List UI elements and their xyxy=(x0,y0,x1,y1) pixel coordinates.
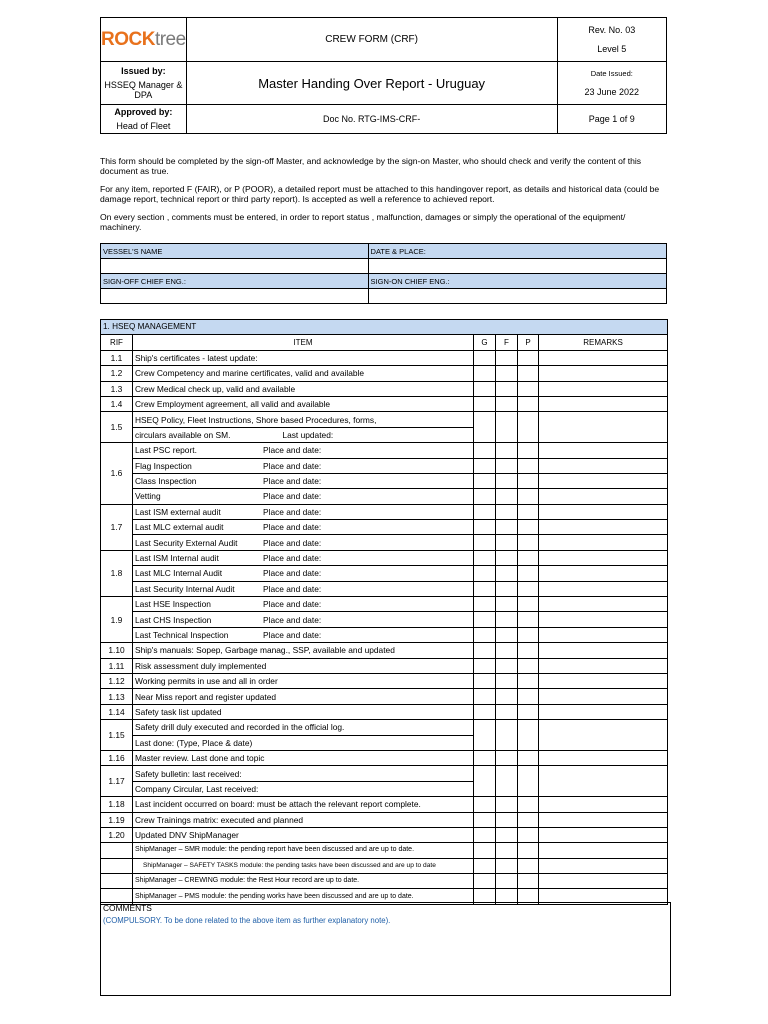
shipmanager-item: ShipManager – PMS module: the pending works have been discussed and are up to date. xyxy=(133,889,474,904)
item-label: Vetting xyxy=(135,491,161,502)
table-row xyxy=(101,827,668,842)
check-poor[interactable] xyxy=(518,473,539,488)
item-text: Safety drill duly executed and recorded in the official log. xyxy=(133,720,474,735)
col-header-rif: RIF xyxy=(101,335,133,350)
item-label: Flag Inspection xyxy=(135,460,192,471)
check-good[interactable] xyxy=(474,473,496,488)
shipmanager-item: ShipManager – SAFETY TASKS module: the pending tasks have been discussed and are up to date xyxy=(133,858,474,873)
check-poor[interactable] xyxy=(518,612,539,627)
check-poor[interactable] xyxy=(518,643,539,658)
section-title: 1. HSEQ MANAGEMENT xyxy=(101,320,668,335)
item-text: HSEQ Policy, Fleet Instructions, Shore based Procedures, forms, xyxy=(133,412,474,427)
remarks-cell[interactable] xyxy=(539,812,668,827)
remarks-cell[interactable] xyxy=(539,627,668,642)
check-poor[interactable] xyxy=(518,535,539,550)
table-row xyxy=(101,720,668,735)
remarks-cell[interactable] xyxy=(539,581,668,596)
rif-number: 1.7 xyxy=(101,504,133,550)
table-row xyxy=(101,412,668,427)
rif-number: 1.11 xyxy=(101,658,133,673)
item-label: Last Security Internal Audit xyxy=(135,583,235,594)
table-row xyxy=(101,597,668,612)
check-poor[interactable] xyxy=(518,874,539,889)
table-row xyxy=(101,566,668,581)
check-good[interactable] xyxy=(474,750,496,765)
remarks-cell[interactable] xyxy=(539,673,668,688)
check-poor[interactable] xyxy=(518,689,539,704)
table-row xyxy=(101,673,668,688)
table-row xyxy=(101,381,668,396)
check-fair[interactable] xyxy=(496,366,518,381)
table-row xyxy=(101,843,668,858)
check-good[interactable] xyxy=(474,843,496,858)
comments-box[interactable] xyxy=(100,902,671,996)
rif-number: 1.5 xyxy=(101,412,133,443)
place-date-label: Place and date: xyxy=(263,506,322,517)
check-fair[interactable] xyxy=(496,797,518,812)
hseq-checklist-table xyxy=(100,319,668,905)
rif-number: 1.17 xyxy=(101,766,133,797)
item-text: Near Miss report and register updated xyxy=(133,689,474,704)
check-good[interactable] xyxy=(474,581,496,596)
place-date-label: Place and date: xyxy=(263,614,322,625)
rif-number: 1.3 xyxy=(101,381,133,396)
rif-number: 1.8 xyxy=(101,550,133,596)
table-row xyxy=(101,627,668,642)
place-date-label: Place and date: xyxy=(263,522,322,533)
remarks-cell[interactable] xyxy=(539,458,668,473)
item-text xyxy=(133,597,474,612)
check-fair[interactable] xyxy=(496,412,518,443)
sign-on-label: SIGN-ON CHIEF ENG.: xyxy=(368,274,666,289)
last-updated-label: Last updated: xyxy=(282,429,334,440)
date-issued: Date Issued: 23 June 2022 xyxy=(557,62,666,105)
check-fair[interactable] xyxy=(496,443,518,458)
check-poor[interactable] xyxy=(518,350,539,365)
item-text: Master review. Last done and topic xyxy=(133,750,474,765)
check-good[interactable] xyxy=(474,412,496,443)
check-good[interactable] xyxy=(474,689,496,704)
table-row xyxy=(101,396,668,411)
table-row xyxy=(101,489,668,504)
table-row xyxy=(101,704,668,719)
item-text xyxy=(133,581,474,596)
check-fair[interactable] xyxy=(496,827,518,842)
check-poor[interactable] xyxy=(518,366,539,381)
check-fair[interactable] xyxy=(496,704,518,719)
check-poor[interactable] xyxy=(518,797,539,812)
item-label: Last ISM external audit xyxy=(135,506,221,517)
item-text xyxy=(133,566,474,581)
check-fair[interactable] xyxy=(496,750,518,765)
check-good[interactable] xyxy=(474,673,496,688)
remarks-cell[interactable] xyxy=(539,643,668,658)
check-fair[interactable] xyxy=(496,581,518,596)
item-label: Last Technical Inspection xyxy=(135,630,229,640)
remarks-cell[interactable] xyxy=(539,766,668,797)
item-label: Last PSC report. xyxy=(135,445,197,456)
table-row xyxy=(101,458,668,473)
check-good[interactable] xyxy=(474,720,496,751)
table-row xyxy=(101,874,668,889)
table-row xyxy=(101,350,668,365)
item-text: Crew Medical check up, valid and available xyxy=(133,381,474,396)
table-row xyxy=(101,443,668,458)
doc-number: Doc No. RTG-IMS-CRF- xyxy=(186,105,557,134)
item-label: Last done: (Type, Place & date) xyxy=(135,737,253,748)
remarks-cell[interactable] xyxy=(539,504,668,519)
check-good[interactable] xyxy=(474,627,496,642)
place-date-label: Place and date: xyxy=(263,599,322,610)
logo: ROCKtree xyxy=(101,18,187,62)
rif-number: 1.13 xyxy=(101,689,133,704)
item-text: Working permits in use and all in order xyxy=(133,673,474,688)
table-row xyxy=(101,535,668,550)
check-fair[interactable] xyxy=(496,458,518,473)
check-fair[interactable] xyxy=(496,658,518,673)
table-row xyxy=(101,689,668,704)
remarks-cell[interactable] xyxy=(539,566,668,581)
remarks-cell[interactable] xyxy=(539,858,668,873)
vessel-name-label: VESSEL'S NAME xyxy=(101,244,369,259)
rif-number: 1.9 xyxy=(101,597,133,643)
check-fair[interactable] xyxy=(496,350,518,365)
check-fair[interactable] xyxy=(496,812,518,827)
sign-off-label: SIGN-OFF CHIEF ENG.: xyxy=(101,274,369,289)
item-text xyxy=(133,781,474,796)
date-place-field[interactable] xyxy=(368,259,666,274)
item-text: Crew Trainings matrix: executed and planned xyxy=(133,812,474,827)
table-row xyxy=(101,797,668,812)
item-text xyxy=(133,550,474,565)
check-poor[interactable] xyxy=(518,597,539,612)
instruction-paragraph: This form should be completed by the sign-off Master, and acknowledge by the sign-on Master, who should check and verify the content of this document as true. xyxy=(100,156,642,176)
remarks-cell[interactable] xyxy=(539,366,668,381)
check-good[interactable] xyxy=(474,874,496,889)
rif-number: 1.4 xyxy=(101,396,133,411)
item-text: Last incident occurred on board: must be attach the relevant report complete. xyxy=(133,797,474,812)
comments-label: COMMENTS xyxy=(103,903,152,913)
rif-number: 1.20 xyxy=(101,827,133,842)
check-good[interactable] xyxy=(474,858,496,873)
remarks-cell[interactable] xyxy=(539,720,668,751)
check-fair[interactable] xyxy=(496,858,518,873)
item-text xyxy=(133,427,474,442)
approved-by: Approved by: Head of Fleet xyxy=(101,105,187,134)
item-text xyxy=(133,458,474,473)
check-fair[interactable] xyxy=(496,550,518,565)
item-label: Last HSE Inspection xyxy=(135,599,211,610)
table-row xyxy=(101,366,668,381)
remarks-cell[interactable] xyxy=(539,535,668,550)
check-good[interactable] xyxy=(474,489,496,504)
item-label: Last ISM Internal audit xyxy=(135,553,219,564)
item-text: Crew Employment agreement, all valid and available xyxy=(133,396,474,411)
check-good[interactable] xyxy=(474,458,496,473)
item-text xyxy=(133,443,474,458)
check-good[interactable] xyxy=(474,396,496,411)
check-fair[interactable] xyxy=(496,597,518,612)
date-place-label: DATE & PLACE: xyxy=(368,244,666,259)
check-poor[interactable] xyxy=(518,843,539,858)
check-good[interactable] xyxy=(474,643,496,658)
sign-off-field[interactable] xyxy=(101,289,369,304)
rif-empty xyxy=(101,874,133,889)
rif-number: 1.6 xyxy=(101,443,133,505)
check-poor[interactable] xyxy=(518,858,539,873)
check-good[interactable] xyxy=(474,550,496,565)
rif-number: 1.1 xyxy=(101,350,133,365)
remarks-cell[interactable] xyxy=(539,612,668,627)
table-row xyxy=(101,550,668,565)
place-date-label: Place and date: xyxy=(263,537,322,548)
check-poor[interactable] xyxy=(518,658,539,673)
check-poor[interactable] xyxy=(518,566,539,581)
revision-level: Rev. No. 03 Level 5 xyxy=(557,18,666,62)
rif-number: 1.15 xyxy=(101,720,133,751)
issued-by: Issued by: HSSEQ Manager & DPA xyxy=(101,62,187,105)
item-text xyxy=(133,473,474,488)
sign-on-field[interactable] xyxy=(368,289,666,304)
item-label: circulars available on SM. xyxy=(135,429,231,440)
check-poor[interactable] xyxy=(518,766,539,797)
check-good[interactable] xyxy=(474,350,496,365)
check-fair[interactable] xyxy=(496,612,518,627)
check-poor[interactable] xyxy=(518,458,539,473)
table-row xyxy=(101,658,668,673)
instructions xyxy=(100,156,667,240)
table-row xyxy=(101,858,668,873)
document-header xyxy=(100,17,667,134)
table-row xyxy=(101,643,668,658)
remarks-cell[interactable] xyxy=(539,704,668,719)
check-poor[interactable] xyxy=(518,750,539,765)
check-fair[interactable] xyxy=(496,843,518,858)
rif-number: 1.18 xyxy=(101,797,133,812)
item-text xyxy=(133,612,474,627)
rif-number: 1.10 xyxy=(101,643,133,658)
instruction-paragraph: On every section , comments must be entered, in order to report status , malfunction, damages or simply the operational of the equipment/ machinery. xyxy=(100,212,626,232)
check-fair[interactable] xyxy=(496,720,518,751)
remarks-cell[interactable] xyxy=(539,350,668,365)
check-good[interactable] xyxy=(474,612,496,627)
check-good[interactable] xyxy=(474,797,496,812)
remarks-cell[interactable] xyxy=(539,843,668,858)
place-date-label: Place and date: xyxy=(263,553,322,564)
check-good[interactable] xyxy=(474,812,496,827)
check-poor[interactable] xyxy=(518,412,539,443)
check-fair[interactable] xyxy=(496,566,518,581)
remarks-cell[interactable] xyxy=(539,689,668,704)
table-row xyxy=(101,520,668,535)
check-good[interactable] xyxy=(474,704,496,719)
item-text xyxy=(133,627,474,642)
remarks-cell[interactable] xyxy=(539,797,668,812)
col-header-poor: P xyxy=(518,335,539,350)
remarks-cell[interactable] xyxy=(539,489,668,504)
check-fair[interactable] xyxy=(496,489,518,504)
check-good[interactable] xyxy=(474,597,496,612)
check-fair[interactable] xyxy=(496,766,518,797)
comments-note: (COMPULSORY. To be done related to the above item as further explanatory note). xyxy=(103,916,391,925)
check-fair[interactable] xyxy=(496,874,518,889)
col-header-fair: F xyxy=(496,335,518,350)
rif-number: 1.14 xyxy=(101,704,133,719)
col-header-good: G xyxy=(474,335,496,350)
item-text: Updated DNV ShipManager xyxy=(133,827,474,842)
check-poor[interactable] xyxy=(518,673,539,688)
item-text xyxy=(133,489,474,504)
check-good[interactable] xyxy=(474,366,496,381)
shipmanager-item: ShipManager – CREWING module: the Rest Hour record are up to date. xyxy=(133,874,474,889)
remarks-cell[interactable] xyxy=(539,658,668,673)
table-row xyxy=(101,750,668,765)
instruction-paragraph: For any item, reported F (FAIR), or P (POOR), a detailed report must be attached to this handingover report, as details and historical data (could be damage report, technical report or third party report). Is accepted as well a reference to achieved report. xyxy=(100,184,660,204)
item-text: Ship's certificates - latest update: xyxy=(133,350,474,365)
check-good[interactable] xyxy=(474,504,496,519)
item-text: Risk assessment duly implemented xyxy=(133,658,474,673)
document-title: Master Handing Over Report - Uruguay xyxy=(186,62,557,105)
item-text xyxy=(133,535,474,550)
place-date-label: Place and date: xyxy=(263,491,322,502)
remarks-cell[interactable] xyxy=(539,750,668,765)
rif-empty xyxy=(101,843,133,858)
place-date-label: Place and date: xyxy=(263,460,322,471)
check-poor[interactable] xyxy=(518,704,539,719)
item-text: Ship's manuals: Sopep, Garbage manag., SSP, available and updated xyxy=(133,643,474,658)
check-fair[interactable] xyxy=(496,473,518,488)
remarks-cell[interactable] xyxy=(539,473,668,488)
table-row xyxy=(101,473,668,488)
place-date-label: Place and date: xyxy=(263,476,322,487)
check-good[interactable] xyxy=(474,520,496,535)
rif-number: 1.12 xyxy=(101,673,133,688)
check-poor[interactable] xyxy=(518,443,539,458)
rif-number: 1.16 xyxy=(101,750,133,765)
form-type: CREW FORM (CRF) xyxy=(186,18,557,62)
remarks-cell[interactable] xyxy=(539,597,668,612)
check-fair[interactable] xyxy=(496,673,518,688)
check-poor[interactable] xyxy=(518,627,539,642)
check-poor[interactable] xyxy=(518,581,539,596)
remarks-cell[interactable] xyxy=(539,550,668,565)
rif-number: 1.2 xyxy=(101,366,133,381)
check-poor[interactable] xyxy=(518,550,539,565)
check-fair[interactable] xyxy=(496,520,518,535)
item-label: Last MLC external audit xyxy=(135,522,224,533)
check-poor[interactable] xyxy=(518,396,539,411)
check-good[interactable] xyxy=(474,443,496,458)
item-text: Safety bulletin: last received: xyxy=(133,766,474,781)
remarks-cell[interactable] xyxy=(539,412,668,443)
vessel-name-field[interactable] xyxy=(101,259,369,274)
check-good[interactable] xyxy=(474,381,496,396)
check-poor[interactable] xyxy=(518,520,539,535)
check-good[interactable] xyxy=(474,827,496,842)
table-row xyxy=(101,581,668,596)
table-row xyxy=(101,812,668,827)
table-row xyxy=(101,766,668,781)
check-poor[interactable] xyxy=(518,381,539,396)
item-label: Last Security External Audit xyxy=(135,537,238,548)
place-date-label: Place and date: xyxy=(263,568,322,579)
vessel-info-table xyxy=(100,243,667,304)
rif-number: 1.19 xyxy=(101,812,133,827)
check-fair[interactable] xyxy=(496,396,518,411)
check-poor[interactable] xyxy=(518,827,539,842)
remarks-cell[interactable] xyxy=(539,381,668,396)
check-poor[interactable] xyxy=(518,812,539,827)
item-text xyxy=(133,735,474,750)
check-poor[interactable] xyxy=(518,489,539,504)
check-fair[interactable] xyxy=(496,627,518,642)
item-label: Company Circular, Last received: xyxy=(135,783,259,794)
check-good[interactable] xyxy=(474,566,496,581)
place-date-label: Place and date: xyxy=(263,583,322,594)
item-text xyxy=(133,504,474,519)
rif-empty xyxy=(101,858,133,873)
check-fair[interactable] xyxy=(496,535,518,550)
shipmanager-item: ShipManager – SMR module: the pending report have been discussed and are up to date. xyxy=(133,843,474,858)
remarks-cell[interactable] xyxy=(539,443,668,458)
col-header-remarks: REMARKS xyxy=(539,335,668,350)
check-fair[interactable] xyxy=(496,643,518,658)
item-text: Crew Competency and marine certificates, valid and available xyxy=(133,366,474,381)
check-good[interactable] xyxy=(474,535,496,550)
col-header-item: ITEM xyxy=(133,335,474,350)
remarks-cell[interactable] xyxy=(539,827,668,842)
check-fair[interactable] xyxy=(496,381,518,396)
remarks-cell[interactable] xyxy=(539,520,668,535)
check-good[interactable] xyxy=(474,658,496,673)
remarks-cell[interactable] xyxy=(539,396,668,411)
table-row xyxy=(101,504,668,519)
table-row xyxy=(101,612,668,627)
item-text xyxy=(133,520,474,535)
check-poor[interactable] xyxy=(518,504,539,519)
place-date-label: Place and date: xyxy=(263,630,322,640)
check-good[interactable] xyxy=(474,766,496,797)
item-text: Safety task list updated xyxy=(133,704,474,719)
item-label: Last MLC Internal Audit xyxy=(135,568,223,579)
check-fair[interactable] xyxy=(496,689,518,704)
item-label: Last CHS Inspection xyxy=(135,614,212,625)
page-number: Page 1 of 9 xyxy=(557,105,666,134)
check-poor[interactable] xyxy=(518,720,539,751)
item-label: Class Inspection xyxy=(135,476,197,487)
remarks-cell[interactable] xyxy=(539,874,668,889)
place-date-label: Place and date: xyxy=(263,445,322,456)
check-fair[interactable] xyxy=(496,504,518,519)
